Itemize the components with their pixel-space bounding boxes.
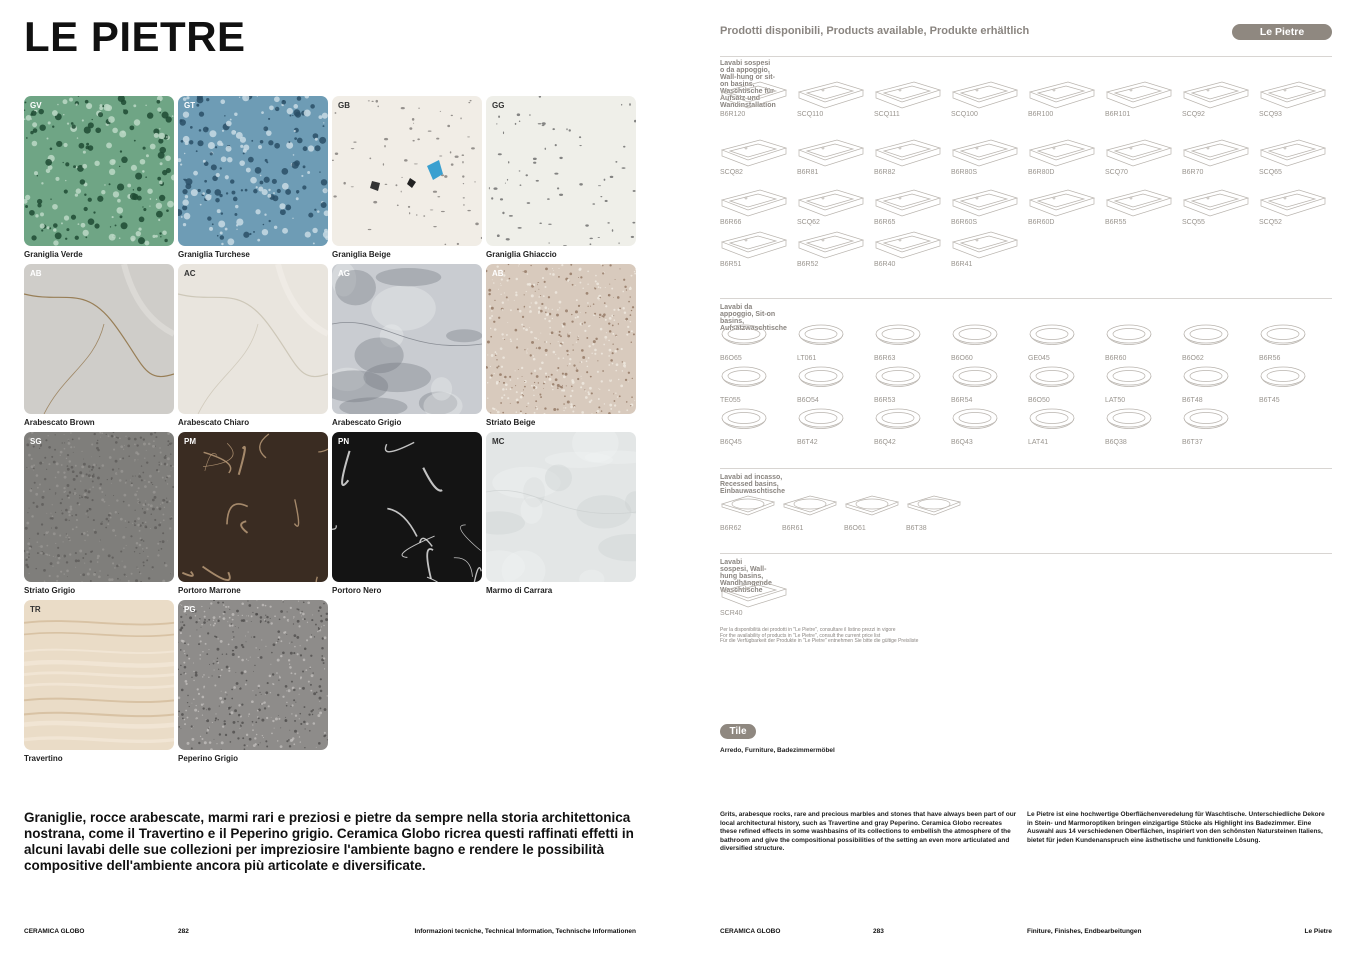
availability-note — [720, 628, 980, 645]
basin-outline-icon — [720, 364, 788, 396]
swatch-tile — [178, 96, 328, 264]
product-code: LAT50 — [1105, 397, 1126, 404]
footer-collection-right: Le Pietre — [1304, 928, 1332, 935]
product-item — [1182, 364, 1252, 412]
basin-outline-icon — [797, 186, 865, 218]
stone-texture-graphic — [178, 600, 328, 750]
basin-outline-icon — [951, 228, 1019, 260]
tile-subtitle: Arredo, Furniture, Badezimmermöbel — [720, 747, 835, 754]
basin-outline-icon — [720, 406, 788, 438]
product-item — [797, 136, 867, 184]
product-item — [1028, 364, 1098, 412]
swatch-code: GB — [338, 101, 350, 110]
product-code: B6R65 — [874, 219, 896, 226]
section-title: Lavabi sospesi, Wall-hung basins, Wandhängende Waschtische — [720, 559, 772, 594]
product-code: B6R100 — [1028, 111, 1054, 118]
product-item — [797, 406, 867, 454]
stone-texture-graphic — [24, 600, 174, 750]
swatch-code: PM — [184, 437, 196, 446]
product-item — [1028, 186, 1098, 234]
product-code: SCQ82 — [720, 169, 743, 176]
basin-outline-icon — [1105, 322, 1173, 354]
product-code: B6Q38 — [1105, 439, 1127, 446]
product-code: SCQ93 — [1259, 111, 1282, 118]
product-item — [720, 136, 790, 184]
basin-outline-icon — [951, 136, 1019, 168]
stone-texture-graphic — [486, 96, 636, 246]
swatch-image — [178, 264, 328, 414]
product-item — [1182, 78, 1252, 126]
product-code: B6T45 — [1259, 397, 1280, 404]
section-divider — [720, 468, 1332, 469]
product-code: B6R61 — [782, 525, 804, 532]
basin-outline-icon — [1259, 364, 1327, 396]
product-item — [1259, 322, 1329, 370]
product-code: B6R60 — [1105, 355, 1127, 362]
note-line: Per la disponibilità dei prodotti in "Le Pietre", consultare il listino prezzi in vigore — [720, 627, 896, 633]
basin-outline-icon — [1259, 136, 1327, 168]
product-code: B6R81 — [797, 169, 819, 176]
product-code: B6O65 — [720, 355, 742, 362]
product-code: B6R66 — [720, 219, 742, 226]
page-title: LE PIETRE — [24, 13, 246, 60]
product-code: B6R41 — [951, 261, 973, 268]
tile-badge: Tile — [720, 724, 756, 739]
basin-outline-icon — [874, 228, 942, 260]
product-item — [1182, 322, 1252, 370]
product-item — [1259, 136, 1329, 184]
basin-outline-icon — [720, 228, 788, 260]
product-item — [1105, 136, 1175, 184]
product-item — [844, 492, 914, 540]
product-item — [874, 228, 944, 276]
product-code: SCQ92 — [1182, 111, 1205, 118]
swatch-image — [24, 600, 174, 750]
swatch-tile — [24, 600, 174, 768]
product-item — [720, 78, 790, 126]
product-code: B6R82 — [874, 169, 896, 176]
basin-outline-icon — [797, 136, 865, 168]
basin-outline-icon — [1259, 186, 1327, 218]
swatch-image — [24, 264, 174, 414]
swatch-tile — [178, 600, 328, 768]
stone-texture-graphic — [24, 96, 174, 246]
swatch-image — [178, 432, 328, 582]
product-item — [1182, 186, 1252, 234]
product-code: SCQ100 — [951, 111, 978, 118]
swatch-tile — [24, 96, 174, 264]
basin-outline-icon — [1182, 136, 1250, 168]
swatch-name: Arabescato Grigio — [332, 418, 402, 427]
basin-outline-icon — [874, 136, 942, 168]
product-item — [951, 78, 1021, 126]
swatch-image — [486, 432, 636, 582]
product-item — [782, 492, 852, 540]
basin-outline-icon — [874, 406, 942, 438]
swatch-name: Portoro Marrone — [178, 586, 241, 595]
divider — [720, 56, 1332, 57]
swatch-image — [24, 432, 174, 582]
product-code: TE055 — [720, 397, 741, 404]
product-item — [1105, 406, 1175, 454]
stone-texture-graphic — [486, 264, 636, 414]
swatch-tile — [24, 432, 174, 600]
swatch-tile — [332, 432, 482, 600]
footer-page-number-right: 283 — [873, 928, 884, 935]
stone-texture-graphic — [332, 264, 482, 414]
product-item — [720, 322, 790, 370]
swatch-name: Arabescato Brown — [24, 418, 95, 427]
section-title: Lavabi sospesi o da appoggio, Wall-hung or sit-on basins, Waschtische für Aufsatz und Wandinstallation — [720, 60, 776, 109]
swatch-name: Peperino Grigio — [178, 754, 239, 763]
swatch-name: Striato Grigio — [24, 586, 76, 595]
product-item — [874, 322, 944, 370]
section-title: Lavabi da appoggio, Sit-on basins, Aufsatzwaschtische — [720, 304, 787, 332]
basin-outline-icon — [720, 78, 788, 110]
product-item — [951, 322, 1021, 370]
basin-outline-icon — [1028, 136, 1096, 168]
product-item — [1028, 78, 1098, 126]
swatch-tile — [178, 264, 328, 432]
product-item — [1105, 78, 1175, 126]
swatch-tile — [486, 264, 636, 432]
swatch-name: Graniglia Turchese — [178, 250, 250, 259]
product-item — [874, 406, 944, 454]
basin-outline-icon — [1182, 364, 1250, 396]
product-code: LAT41 — [1028, 439, 1049, 446]
product-item — [1182, 406, 1252, 454]
footer-brand-left: CERAMICA GLOBO — [24, 928, 85, 935]
swatch-code: GT — [184, 101, 196, 110]
product-item — [951, 406, 1021, 454]
basin-outline-icon — [720, 322, 788, 354]
product-item — [1105, 186, 1175, 234]
stone-texture-graphic — [24, 432, 174, 582]
product-item — [797, 364, 867, 412]
basin-outline-icon — [797, 406, 865, 438]
product-code: SCQ110 — [797, 111, 824, 118]
product-item — [1259, 364, 1329, 412]
product-code: B6R63 — [874, 355, 896, 362]
product-code: GE045 — [1028, 355, 1050, 362]
product-code: B6R51 — [720, 261, 742, 268]
basin-outline-icon — [951, 186, 1019, 218]
product-code: B6O60 — [951, 355, 973, 362]
basin-outline-icon — [1105, 364, 1173, 396]
product-code: B6R53 — [874, 397, 896, 404]
product-item — [720, 186, 790, 234]
product-code: SCQ62 — [797, 219, 820, 226]
swatch-image — [24, 96, 174, 246]
basin-outline-icon — [1182, 78, 1250, 110]
basin-outline-icon — [1105, 186, 1173, 218]
swatch-name: Travertino — [24, 754, 63, 763]
stone-texture-graphic — [332, 96, 482, 246]
basin-outline-icon — [797, 364, 865, 396]
product-code: B6R120 — [720, 111, 746, 118]
swatch-code: PN — [338, 437, 350, 446]
basin-outline-icon — [1259, 78, 1327, 110]
stone-texture-graphic — [486, 432, 636, 582]
swatch-tile — [178, 432, 328, 600]
section-divider — [720, 298, 1332, 299]
stone-texture-graphic — [178, 432, 328, 582]
basin-outline-icon — [1028, 186, 1096, 218]
swatch-name: Marmo di Carrara — [486, 586, 553, 595]
basin-outline-icon — [1028, 322, 1096, 354]
product-item — [1259, 78, 1329, 126]
product-code: B6T48 — [1182, 397, 1203, 404]
product-code: B6O50 — [1028, 397, 1050, 404]
swatch-name: Graniglia Ghiaccio — [486, 250, 557, 259]
swatch-tile — [486, 432, 636, 600]
product-code: B6Q43 — [951, 439, 973, 446]
text-german: Le Pietre ist eine hochwertige Oberflächenveredelung für Waschtische. Unterschiedliche Dekore in Stein- und Marmoroptiken bringen einzigartige Stücke als Highlight ins Badezimmer. Eine Auswahl aus 14 verschiedenen Oberflächen, inspiriert von den schönsten Natursteinen Italiens, bietet für jeden Kundenanspruch eine ästhetische und funktionelle Lösung. — [1027, 811, 1325, 844]
product-code: B6O54 — [797, 397, 819, 404]
basin-outline-icon — [874, 364, 942, 396]
product-item — [1028, 406, 1098, 454]
product-item — [720, 406, 790, 454]
product-code: SCQ65 — [1259, 169, 1282, 176]
product-item — [797, 228, 867, 276]
stone-texture-graphic — [178, 96, 328, 246]
product-item — [797, 322, 867, 370]
stone-texture-graphic — [24, 264, 174, 414]
basin-outline-icon — [1182, 406, 1250, 438]
basin-outline-icon — [797, 322, 865, 354]
basin-outline-icon — [1105, 406, 1173, 438]
product-item — [874, 364, 944, 412]
swatch-code: AB — [492, 269, 504, 278]
product-code: B6R70 — [1182, 169, 1204, 176]
swatch-name: Portoro Nero — [332, 586, 382, 595]
basin-outline-icon — [951, 322, 1019, 354]
section-title: Lavabi ad incasso, Recessed basins, Einbauwaschtische — [720, 474, 785, 495]
product-code: B6T38 — [906, 525, 927, 532]
product-code: B6T42 — [797, 439, 818, 446]
product-code: B6R60S — [951, 219, 978, 226]
swatch-tile — [486, 96, 636, 264]
basin-outline-icon — [1028, 406, 1096, 438]
product-code: B6O61 — [844, 525, 866, 532]
product-code: B6T37 — [1182, 439, 1203, 446]
product-code: SCR40 — [720, 610, 743, 617]
product-item — [1259, 186, 1329, 234]
swatch-code: AC — [184, 269, 196, 278]
product-code: B6R55 — [1105, 219, 1127, 226]
swatch-code: GG — [492, 101, 505, 110]
basin-outline-icon — [797, 228, 865, 260]
collection-badge: Le Pietre — [1232, 24, 1332, 40]
basin-outline-icon — [874, 78, 942, 110]
swatch-name: Graniglia Verde — [24, 250, 83, 259]
product-item — [906, 492, 976, 540]
basin-outline-icon — [1182, 322, 1250, 354]
basin-outline-icon — [720, 577, 788, 609]
footer-brand-right: CERAMICA GLOBO — [720, 928, 781, 935]
basin-outline-icon — [797, 78, 865, 110]
basin-outline-icon — [782, 492, 850, 524]
footer-section-right: Finiture, Finishes, Endbearbeitungen — [1027, 928, 1142, 935]
basin-outline-icon — [874, 322, 942, 354]
swatch-code: AB — [30, 269, 42, 278]
product-code: B6R80S — [951, 169, 978, 176]
swatch-code: TR — [30, 605, 41, 614]
basin-outline-icon — [951, 406, 1019, 438]
product-item — [951, 186, 1021, 234]
product-item — [1105, 364, 1175, 412]
product-code: B6R56 — [1259, 355, 1281, 362]
intro-paragraph: Graniglie, rocce arabescate, marmi rari e preziosi e pietre da sempre nella storia architettonica nostrana, come il Travertino e il Peperino grigio. Ceramica Globo ricrea questi raffinati effetti in alcuni lavabi delle sue collezioni per impreziosire l'ambiente bagno e rendere le possibilità compositive dell'ambiente ancora più articolate e diversificate. — [24, 810, 634, 873]
swatch-image — [178, 96, 328, 246]
product-item — [720, 228, 790, 276]
basin-outline-icon — [1028, 364, 1096, 396]
product-code: B6R54 — [951, 397, 973, 404]
product-item — [720, 492, 790, 540]
swatch-image — [486, 264, 636, 414]
product-item — [720, 364, 790, 412]
swatch-image — [486, 96, 636, 246]
basin-outline-icon — [1182, 186, 1250, 218]
basin-outline-icon — [951, 364, 1019, 396]
product-item — [1105, 322, 1175, 370]
swatch-image — [332, 96, 482, 246]
basin-outline-icon — [1028, 78, 1096, 110]
product-code: SCQ52 — [1259, 219, 1282, 226]
basin-outline-icon — [844, 492, 912, 524]
product-code: SCQ55 — [1182, 219, 1205, 226]
product-item — [874, 136, 944, 184]
basin-outline-icon — [874, 186, 942, 218]
product-code: B6R60D — [1028, 219, 1055, 226]
product-code: B6O62 — [1182, 355, 1204, 362]
swatch-image — [332, 432, 482, 582]
basin-outline-icon — [720, 136, 788, 168]
product-item — [874, 186, 944, 234]
swatch-tile — [24, 264, 174, 432]
basin-outline-icon — [951, 78, 1019, 110]
product-item — [797, 186, 867, 234]
product-code: SCQ70 — [1105, 169, 1128, 176]
footer-section-left: Informazioni tecniche, Technical Information, Technische Informationen — [414, 928, 636, 935]
basin-outline-icon — [906, 492, 974, 524]
swatch-name: Striato Beige — [486, 418, 536, 427]
swatch-code: AG — [338, 269, 350, 278]
section-divider — [720, 553, 1332, 554]
basin-outline-icon — [1259, 322, 1327, 354]
swatch-image — [178, 600, 328, 750]
product-code: B6R101 — [1105, 111, 1131, 118]
stone-texture-graphic — [332, 432, 482, 582]
swatch-code: PG — [184, 605, 196, 614]
note-line: Für die Verfügbarkeit der Produkte in "Le Pietre" entnehmen Sie bitte die gültige Preisliste — [720, 638, 919, 644]
basin-outline-icon — [1105, 136, 1173, 168]
swatch-code: GV — [30, 101, 42, 110]
product-code: SCQ111 — [874, 111, 900, 118]
basin-outline-icon — [1105, 78, 1173, 110]
product-code: B6R40 — [874, 261, 896, 268]
product-item — [874, 78, 944, 126]
swatch-image — [332, 264, 482, 414]
product-item — [951, 364, 1021, 412]
product-code: B6Q45 — [720, 439, 742, 446]
product-item — [951, 228, 1021, 276]
basin-outline-icon — [720, 492, 788, 524]
product-item — [720, 577, 790, 625]
stone-texture-graphic — [178, 264, 328, 414]
product-code: LT061 — [797, 355, 817, 362]
swatch-name: Arabescato Chiaro — [178, 418, 250, 427]
product-item — [1182, 136, 1252, 184]
swatch-code: SG — [30, 437, 42, 446]
note-line: For the availability of products in "Le Pietre", consult the current price list — [720, 632, 881, 639]
swatch-code: MC — [492, 437, 505, 446]
swatch-tile — [332, 264, 482, 432]
product-item — [1028, 136, 1098, 184]
products-available-heading: Prodotti disponibili, Products available, Produkte erhältlich — [720, 25, 1030, 37]
basin-outline-icon — [720, 186, 788, 218]
finish-swatch-grid — [24, 96, 636, 768]
swatch-name: Graniglia Beige — [332, 250, 391, 259]
product-item — [797, 78, 867, 126]
product-code: B6Q42 — [874, 439, 896, 446]
text-english: Grits, arabesque rocks, rare and precious marbles and stones that have always been part of our local architectural history, such as Travertine and gray Peperino. Ceramica Globo recreates these refined effects in some washbasins of its collections to embellish the atmosphere of the bathroom and give the compositional possibilities of the setting an even more articulated and diversified structure. — [720, 811, 1017, 852]
swatch-tile — [332, 96, 482, 264]
product-code: B6R52 — [797, 261, 819, 268]
product-item — [1028, 322, 1098, 370]
product-code: B6R80D — [1028, 169, 1055, 176]
product-item — [951, 136, 1021, 184]
footer-page-number-left: 282 — [178, 928, 189, 935]
product-code: B6R62 — [720, 525, 742, 532]
